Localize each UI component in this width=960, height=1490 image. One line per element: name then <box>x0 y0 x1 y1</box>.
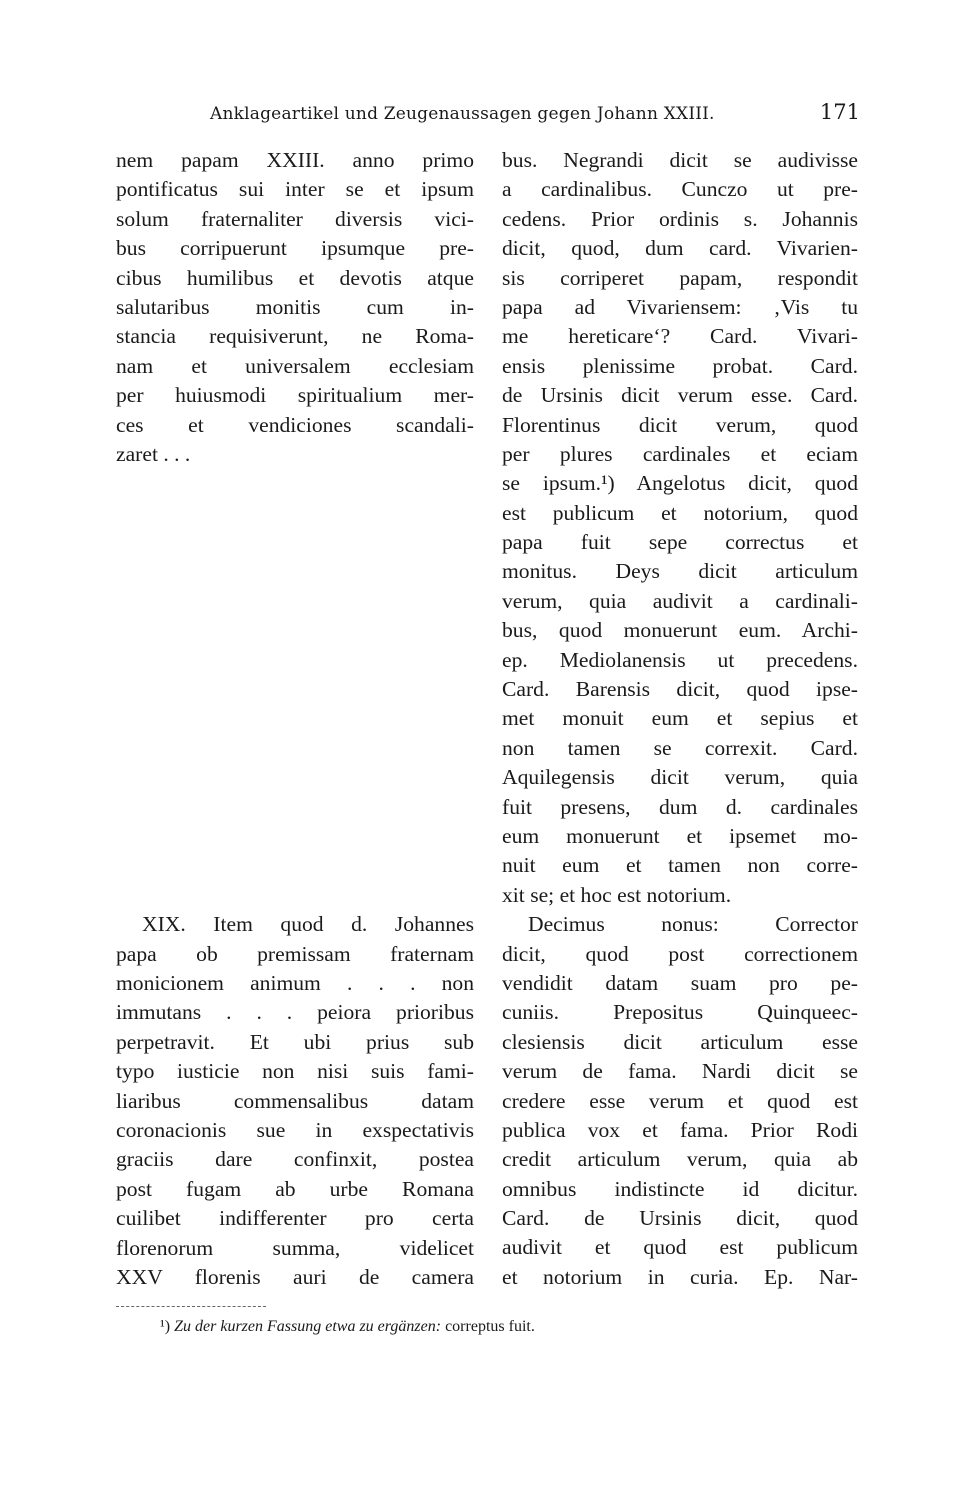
text-line: solum fraternaliter diversis vici- <box>116 206 474 231</box>
text-line: papa ob premissam fraternam <box>116 941 474 966</box>
text-line: vendidit datam suam pro pe- <box>502 970 858 995</box>
text-line: Florentinus dicit verum, quod <box>502 412 858 437</box>
footnote <box>160 1318 535 1336</box>
text-line: fuit presens, dum d. cardinales <box>502 794 858 819</box>
text-line: papa fuit sepe correctus et <box>502 530 858 555</box>
text-line: publica vox et fama. Prior Rodi <box>502 1117 858 1142</box>
text-line: bus, quod monuerunt eum. Archi- <box>502 618 858 643</box>
text-line: et notorium in curia. Ep. Nar- <box>502 1264 858 1289</box>
footnote-rule <box>116 1306 266 1307</box>
text-line: cuilibet indifferenter pro certa <box>116 1206 474 1231</box>
paragraph-article-continuation <box>116 146 474 469</box>
text-line: Card. Barensis dicit, quod ipse- <box>502 677 858 702</box>
text-line: zaret . . . <box>116 441 191 466</box>
text-line: nuit eum et tamen non corre- <box>502 853 858 878</box>
text-line: nem papam XXIII. anno primo <box>116 148 474 172</box>
text-line: ensis plenissime probat. Card. <box>502 353 858 378</box>
text-line: credit articulum verum, quia ab <box>502 1147 858 1172</box>
text-line: monitus. Deys dicit articulum <box>502 559 858 584</box>
text-line: liaribus commensalibus datam <box>116 1088 474 1113</box>
running-title: Anklageartikel und Zeugenaussagen gegen Johann XXIII. <box>210 104 715 124</box>
text-line: sis corriperet papam, respondit <box>502 265 858 290</box>
text-line: met monuit eum et sepius et <box>502 706 858 731</box>
text-line: immutans . . . peiora prioribus <box>116 1000 474 1025</box>
text-line: cuniis. Prepositus Quinqueec- <box>502 1000 858 1025</box>
text-line: papa ad Vivariensem: ‚Vis tu <box>502 294 858 319</box>
paragraph-article-xix <box>116 910 474 1292</box>
page-number: 171 <box>819 100 860 124</box>
footnote-text: correptus fuit. <box>445 1318 535 1335</box>
text-line: me hereticare‘? Card. Vivari- <box>502 324 858 349</box>
text-line: graciis dare confinxit, postea <box>116 1147 474 1172</box>
text-line: cibus humilibus et devotis atque <box>116 265 474 290</box>
text-line: Aquilegensis dicit verum, quia <box>502 765 858 790</box>
text-line: est publicum et notorium, quod <box>502 500 858 525</box>
text-line: salutaribus monitis cum in- <box>116 294 474 319</box>
text-line: florenorum summa, videlicet <box>116 1235 474 1260</box>
text-line: Card. de Ursinis dicit, quod <box>502 1206 858 1231</box>
left-column <box>116 146 474 1292</box>
text-line: per plures cardinales et eciam <box>502 441 858 466</box>
text-line: dicit, quod, dum card. Vivarien- <box>502 236 858 261</box>
text-line: post fugam ab urbe Romana <box>116 1176 474 1201</box>
text-line: ep. Mediolanensis ut precedens. <box>502 647 858 672</box>
text-line: audivit et quod est publicum <box>502 1235 858 1260</box>
text-line: verum de fama. Nardi dicit se <box>502 1059 858 1084</box>
right-column <box>502 146 858 1292</box>
text-line: monicionem animum . . . non <box>116 971 474 996</box>
text-line: dicit, quod post correctionem <box>502 941 858 966</box>
text-line: a cardinalibus. Cunczo ut pre- <box>502 177 858 202</box>
text-line: perpetravit. Et ubi prius sub <box>116 1029 474 1054</box>
text-line: xit se; et hoc est notorium. <box>502 882 732 907</box>
text-line: eum monuerunt et ipsemet mo- <box>502 823 858 848</box>
text-line: cedens. Prior ordinis s. Johannis <box>502 206 858 231</box>
text-line: pontificatus sui inter se et ipsum <box>116 177 474 202</box>
text-line: omnibus indistincte id dicitur. <box>502 1176 858 1201</box>
text-line: nam et universalem ecclesiam <box>116 353 474 378</box>
text-line: se ipsum.¹) Angelotus dicit, quod <box>502 471 858 496</box>
text-line: Decimus nonus: Corrector <box>528 912 858 937</box>
text-line: verum, quia audivit a cardinali- <box>502 588 858 613</box>
text-line: stancia requisiverunt, ne Roma- <box>116 324 474 349</box>
text-line: bus corripuerunt ipsumque pre- <box>116 236 474 261</box>
running-head <box>210 100 860 130</box>
text-line: XXV florenis auri de camera <box>116 1264 474 1289</box>
text-line: credere esse verum et quod est <box>502 1088 858 1113</box>
text-line: coronacionis sue in exspectativis <box>116 1118 474 1143</box>
text-line: typo iusticie non nisi suis fami- <box>116 1059 474 1084</box>
text-line: ces et vendiciones scandali- <box>116 412 474 437</box>
column-gap <box>116 469 474 910</box>
footnote-italic-text: Zu der kurzen Fassung etwa zu ergänzen: <box>174 1318 442 1335</box>
text-line: bus. Negrandi dicit se audivisse <box>502 148 858 172</box>
text-line: per huiusmodi spiritualium mer- <box>116 383 474 408</box>
text-line: de Ursinis dicit verum esse. Card. <box>502 383 858 408</box>
text-line: clesiensis dicit articulum esse <box>502 1029 858 1054</box>
text-line: XIX. Item quod d. Johannes <box>142 912 474 937</box>
text-line: non tamen se correxit. Card. <box>502 735 858 760</box>
footnote-marker: ¹) <box>160 1318 171 1335</box>
